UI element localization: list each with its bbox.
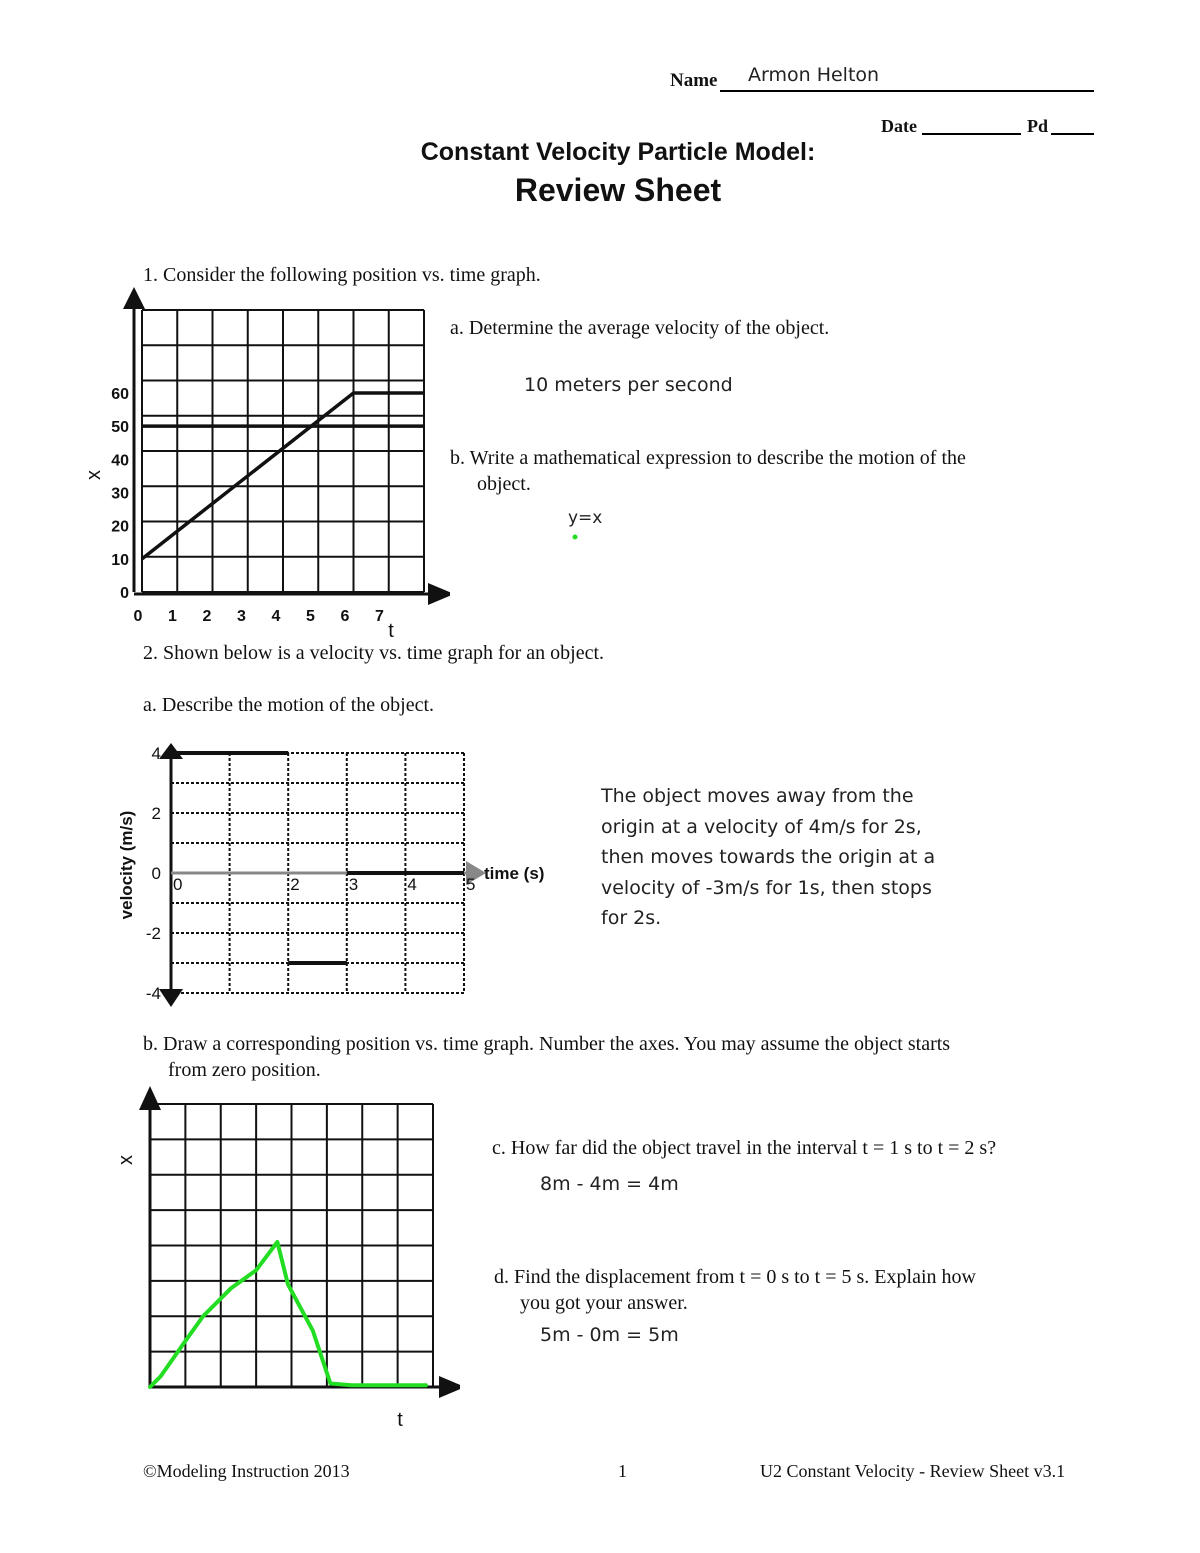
q1a-answer[interactable]: 10 meters per second	[524, 374, 733, 396]
y-tick-label: 4	[151, 744, 161, 763]
q2d-prompt-line1: d. Find the displacement from t = 0 s to t = 5 s. Explain how	[494, 1266, 976, 1288]
q2-prompt: 2. Shown below is a velocity vs. time graph for an object.	[143, 642, 605, 664]
sketch-position-graph[interactable]	[110, 1080, 460, 1440]
q2d-prompt-line2: you got your answer.	[520, 1292, 688, 1314]
y-tick-label: 0	[151, 864, 161, 883]
footer-doc-id: U2 Constant Velocity - Review Sheet v3.1	[760, 1461, 1066, 1481]
y-axis-arrow	[139, 1086, 161, 1110]
date-label: Date	[881, 116, 917, 136]
x-tick-label: 3	[237, 608, 246, 625]
q2a-answer[interactable]	[601, 781, 935, 934]
x-axis-label: t	[397, 1409, 403, 1431]
q2a-prompt: a. Describe the motion of the object.	[143, 694, 435, 716]
q1a-prompt: a. Determine the average velocity of the object.	[450, 317, 830, 339]
y-tick-label: -4	[145, 984, 161, 1003]
y-axis-arrow-down	[159, 989, 183, 1007]
date-underline	[922, 133, 1021, 135]
footer-page-number: 1	[618, 1461, 627, 1481]
y-axis-label: x	[115, 1155, 137, 1165]
x-tick-label: 1	[168, 608, 177, 625]
y-tick-label: 10	[111, 551, 129, 569]
q1b-prompt-line2: object.	[477, 473, 531, 495]
q1-prompt: 1. Consider the following position vs. time graph.	[143, 264, 541, 286]
x-tick-label: 0	[173, 875, 183, 894]
x-tick-label: 3	[348, 875, 359, 894]
x-axis-label: t	[388, 620, 394, 642]
x-tick-label: 5	[466, 875, 476, 894]
q2d-answer[interactable]: 5m - 0m = 5m	[540, 1324, 679, 1346]
y-axis-arrow	[123, 287, 145, 309]
y-tick-label: 30	[111, 485, 129, 503]
x-axis-arrow	[428, 583, 450, 605]
y-tick-label: -2	[145, 924, 161, 943]
x-tick-label: 0	[133, 608, 143, 625]
q2a-answer-line: then moves towards the origin at a	[601, 846, 936, 868]
sketch-line	[150, 1242, 426, 1387]
q2a-answer-line: origin at a velocity of 4m/s for 2s,	[601, 815, 922, 838]
q1b-prompt-line1: b. Write a mathematical expression to describe the motion of the	[450, 447, 966, 469]
position-time-graph	[80, 285, 450, 645]
y-tick-label: 60	[111, 385, 129, 403]
y-tick-label: 20	[111, 518, 129, 536]
name-value: Armon Helton	[748, 64, 880, 86]
pd-label: Pd	[1027, 116, 1049, 136]
page-title: Constant Velocity Particle Model:	[420, 138, 816, 166]
x-tick-label: 2	[290, 875, 300, 894]
y-tick-label: 40	[111, 452, 129, 470]
x-tick-label: 2	[202, 608, 212, 625]
name-label: Name	[670, 70, 718, 91]
footer-copyright: ©Modeling Instruction 2013	[143, 1461, 350, 1481]
y-tick-label: 0	[120, 585, 129, 602]
x-tick-label: 4	[271, 608, 281, 625]
page-subtitle: Review Sheet	[514, 172, 722, 208]
x-tick-label: 5	[306, 608, 315, 625]
x-tick-label: 6	[340, 608, 350, 625]
q1b-answer[interactable]: y=x	[568, 508, 603, 528]
x-tick-label: 4	[407, 875, 417, 894]
y-axis-label: x	[83, 470, 105, 480]
x-axis-arrow	[439, 1376, 460, 1398]
q2c-prompt: c. How far did the object travel in the interval t = 1 s to t = 2 s?	[492, 1137, 997, 1159]
velocity-time-graph	[110, 735, 570, 1015]
q2c-answer[interactable]: 8m - 4m = 4m	[540, 1173, 679, 1195]
pd-underline	[1051, 133, 1094, 135]
name-underline	[720, 90, 1094, 92]
x-tick-label: 7	[375, 608, 384, 625]
q2a-answer-line: The object moves away from the	[601, 785, 914, 807]
q2b-prompt-line1: b. Draw a corresponding position vs. time graph. Number the axes. You may assume the object starts	[143, 1033, 951, 1055]
pen-dot	[570, 532, 580, 542]
q2b-prompt-line2: from zero position.	[168, 1059, 321, 1081]
q2a-answer-line: for 2s.	[601, 907, 662, 929]
y-axis-label: velocity (m/s)	[117, 810, 136, 920]
q2a-answer-line: velocity of -3m/s for 1s, then stops	[601, 876, 932, 899]
y-tick-label: 2	[151, 804, 161, 823]
x-axis-label: time (s)	[484, 864, 545, 883]
y-tick-label: 50	[111, 419, 129, 437]
